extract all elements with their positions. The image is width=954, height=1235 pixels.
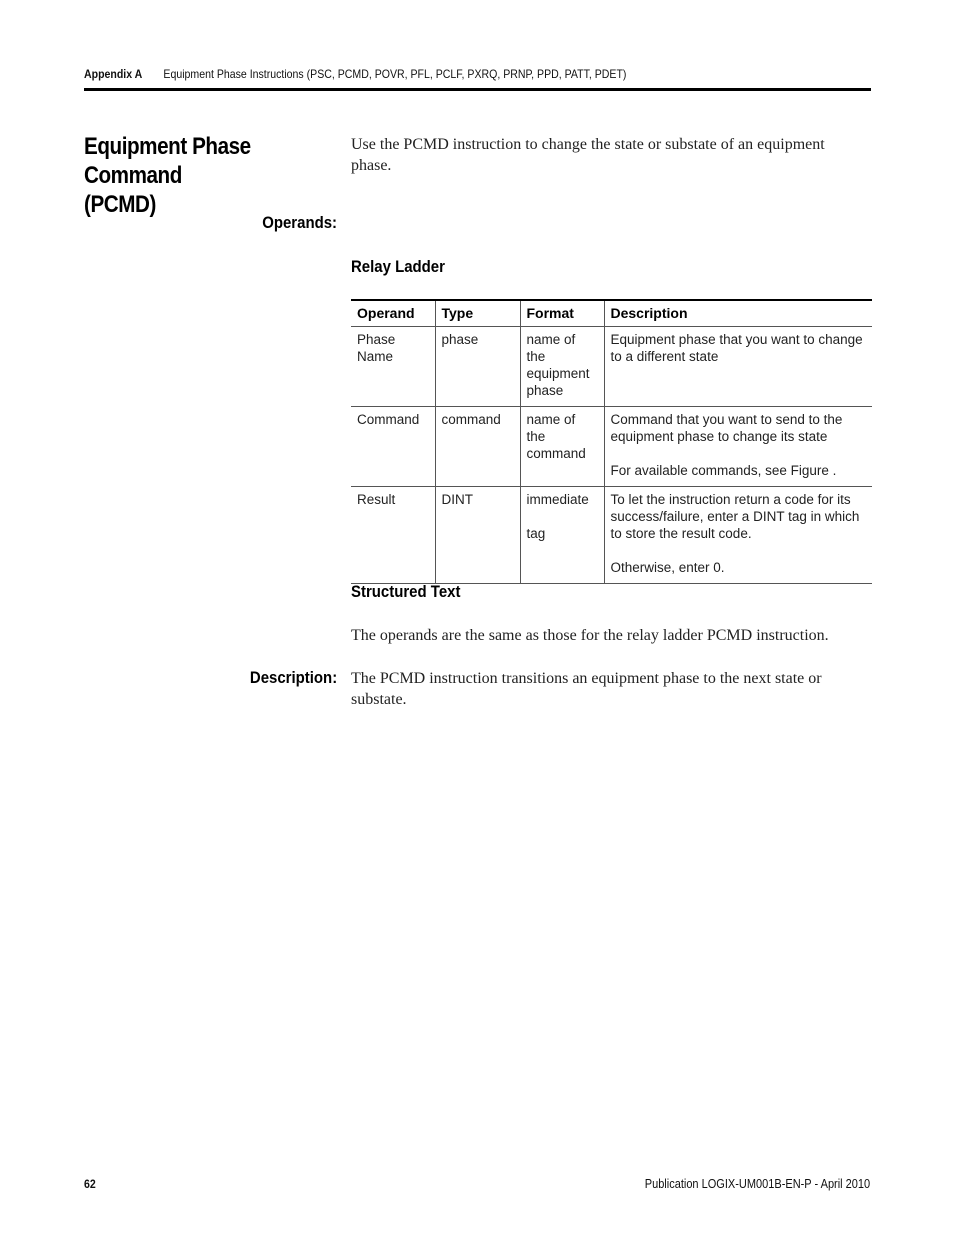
running-header (84, 67, 777, 81)
line-gap (611, 445, 867, 462)
table-row (351, 407, 872, 487)
format-line: tag (526, 526, 546, 541)
operands-label: Operands: (262, 213, 337, 232)
column-header-format: Format (520, 300, 604, 327)
structured-text-paragraph: The operands are the same as those for the relay ladder PCMD instruction. (351, 627, 829, 644)
description-line: For available commands, see Figure . (610, 463, 837, 478)
description-cell (604, 487, 872, 584)
description-label: Description: (249, 668, 337, 687)
type-cell: phase (435, 327, 520, 407)
description-cell (604, 327, 872, 407)
description-line: Command that you want to send to the equipment phase to change its state (610, 412, 843, 444)
section-title: Equipment Phase Command (PCMD) (84, 133, 251, 218)
type-cell: DINT (435, 487, 520, 584)
format-cell (520, 407, 604, 487)
format-cell (520, 327, 604, 407)
format-cell (520, 487, 604, 584)
format-line: name of the equipment phase (526, 332, 590, 398)
description-line: Equipment phase that you want to change to a different state (610, 332, 863, 364)
description-line: To let the instruction return a code for its success/failure, enter a DINT tag in which to store the result code. (610, 492, 860, 541)
operand-cell: Command (351, 407, 435, 487)
format-line: immediate (526, 492, 589, 507)
type-cell: command (435, 407, 520, 487)
format-line: name of the command (526, 412, 586, 461)
operand-cell: Phase Name (351, 327, 435, 407)
appendix-label: Appendix A (84, 67, 143, 81)
operands-table (351, 299, 872, 584)
operand-cell: Result (351, 487, 435, 584)
page-number: 62 (84, 1177, 96, 1191)
publication-info: Publication LOGIX-UM001B-EN-P - April 2010 (644, 1177, 870, 1191)
column-header-description: Description (604, 300, 872, 327)
header-rule (84, 88, 871, 91)
column-header-type: Type (435, 300, 520, 327)
column-header-operand: Operand (351, 300, 435, 327)
description-cell (604, 407, 872, 487)
line-gap (611, 542, 867, 559)
relay-ladder-heading: Relay Ladder (351, 257, 445, 276)
line-gap (527, 508, 598, 525)
table-row (351, 327, 872, 407)
table-header-row (351, 300, 872, 327)
description-paragraph: The PCMD instruction transitions an equipment phase to the next state or substate. (351, 670, 822, 708)
intro-paragraph: Use the PCMD instruction to change the state or substate of an equipment phase. (351, 136, 825, 174)
chapter-title: Equipment Phase Instructions (PSC, PCMD, POVR, PFL, PCLF, PXRQ, PRNP, PPD, PATT, PDET) (163, 67, 627, 81)
table-row (351, 487, 872, 584)
structured-text-heading: Structured Text (351, 582, 461, 601)
description-line: Otherwise, enter 0. (610, 560, 725, 575)
